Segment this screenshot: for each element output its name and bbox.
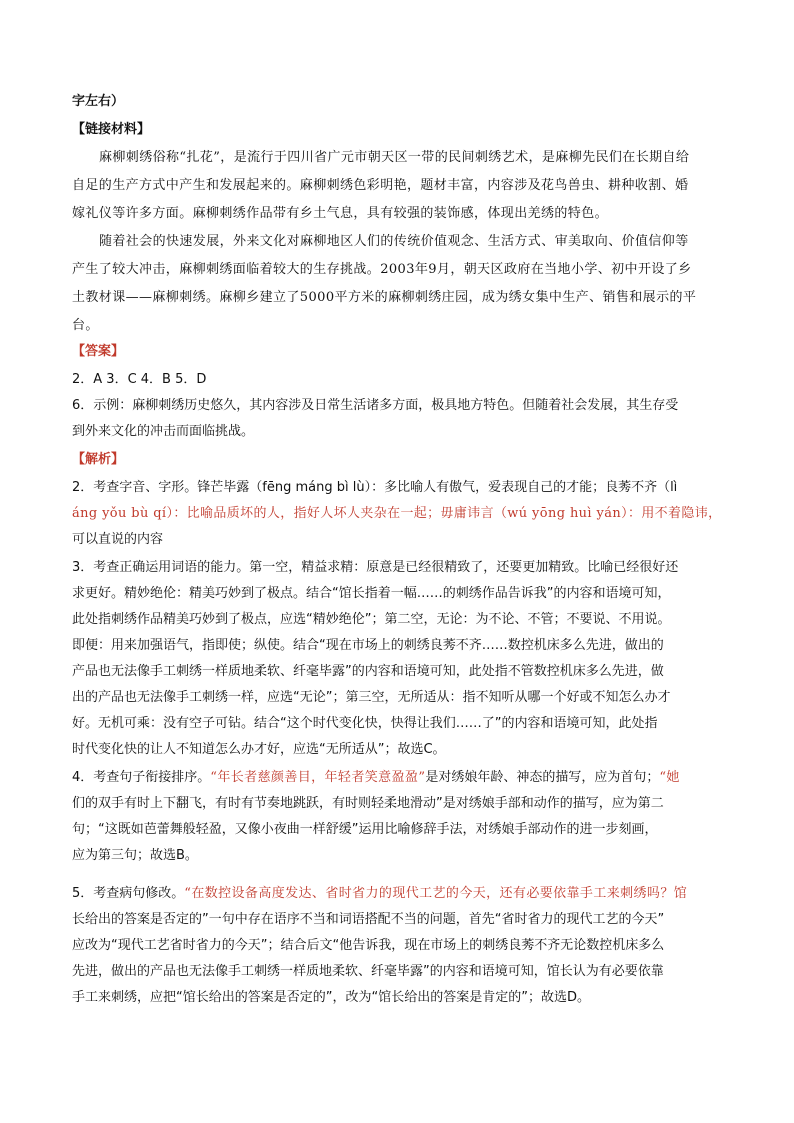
link-material-line: 产生了较大冲击，麻柳刺绣面临着较大的生存挑战。2003年9月，朝天区政府在当地小学、初中开设了乡 (72, 262, 692, 277)
link-material-line: 自足的生产方式中产生和发展起来的。麻柳刺绣色彩明艳，题材丰富，内容涉及花鸟兽虫、耕种收割、婚 (72, 178, 689, 193)
analysis-q4-line (72, 768, 680, 788)
analysis-q5-line: 长给出的答案是否定的”一句中存在语序不当和词语搭配不当的问题，首先“省时省力的现代工艺的今天” (72, 912, 665, 927)
analysis-q3-line: 产品也无法像手工刺绣一样质地柔软、纤毫毕露”的内容和语境可知，此处指不管数控机床多么先进，做 (72, 664, 664, 679)
link-material-line: 麻柳刺绣俗称“扎花”，是流行于四川省广元市朝天区一带的民间刺绣艺术，是麻柳先民们在长期自给 (99, 150, 690, 165)
link-material-line: 随着社会的快速发展，外来文化对麻柳地区人们的传统价值观念、生活方式、审美取向、价值信仰等 (99, 234, 689, 249)
analysis-q3-line: 时代变化快的让人不知道怎么办才好，应选“无所适从”；故选C。 (72, 742, 446, 757)
analysis-q4-line: 应为第三句；故选B。 (72, 848, 198, 863)
analysis-q3-line: 好。无机可乘：没有空子可钻。结合“这个时代变化快，快得让我们……了”的内容和语境可知，此处指 (72, 716, 658, 731)
analysis-heading: 【解析】 (72, 452, 125, 467)
link-material-line: 嫁礼仪等许多方面。麻柳刺绣作品带有乡土气息，具有较强的装饰感，体现出羌绣的特色。 (72, 206, 609, 221)
analysis-q2-line: 可以直说的内容 (72, 532, 164, 547)
analysis-q3-line: 即便：用来加强语气，指即使；纵使。结合“现在市场上的刺绣良莠不齐……数控机床多么先进，做出的 (72, 638, 664, 653)
q5-quote: “在数控设备高度发达、省时省力的现代工艺的今天，还有必要依靠手工来刺绣吗？馆 (184, 886, 688, 901)
answer-heading: 【答案】 (72, 344, 125, 359)
analysis-q4-line: 们的双手有时上下翻飞，有时有节奏地跳跃，有时则轻柔地滑动”是对绣娘手部和动作的描写，应为第二 (72, 796, 664, 811)
link-material-line: 土教材课——麻柳刺绣。麻柳乡建立了5000平方米的麻柳刺绣庄园，成为绣女集中生产、销售和展示的平 (72, 290, 697, 305)
analysis-q5-line: 手工来刺绣，应把“馆长给出的答案是否定的”，改为“馆长给出的答案是肯定的”；故选D。 (72, 990, 590, 1005)
continuation-text: 字左右） (72, 94, 125, 109)
q5-intro: 5．考查病句修改。 (72, 886, 185, 901)
q4-quote: “年长者慈颜善目，年轻者笑意盈盈” (210, 770, 426, 785)
analysis-q5-line (72, 884, 687, 904)
q4-quote-start: “她 (659, 770, 680, 785)
answer-q6-line: 到外来文化的冲击而面临挑战。 (72, 424, 255, 439)
q4-intro: 4．考查句子衔接排序。 (72, 770, 211, 785)
answer-q6-line: 6．示例：麻柳刺绣历史悠久，其内容涉及日常生活诸多方面，极具地方特色。但随着社会发展，其生存受 (72, 398, 679, 413)
link-material-heading: 【链接材料】 (72, 122, 151, 137)
analysis-q3-line: 出的产品也无法像手工刺绣一样，应选“无论”；第三空，无所适从：指不知听从哪一个好或不知怎么办才 (72, 690, 671, 705)
analysis-q3-line: 此处指刺绣作品精美巧妙到了极点，应选“精妙绝伦”；第二空，无论：为不论、不管；不要说、不用说。 (72, 612, 671, 627)
analysis-q2-line: 2．考查字音、字形。锋芒毕露（fēng máng bì lù）：多比喻人有傲气，爱表现自己的才能；良莠不齐（lì (72, 480, 678, 495)
q4-explain: 是对绣娘年龄、神态的描写，应为首句； (425, 770, 660, 785)
analysis-q3-line: 3．考查正确运用词语的能力。第一空，精益求精：原意是已经很精致了，还要更加精致。比喻已经很好还 (72, 560, 679, 575)
analysis-q4-line: 句；“这既如芭蕾舞般轻盈，又像小夜曲一样舒缓”运用比喻修辞手法，对绣娘手部动作的进一步刻画， (72, 822, 658, 837)
answer-choices: 2．A 3．C 4．B 5．D (72, 372, 207, 387)
link-material-line: 台。 (72, 318, 99, 333)
analysis-q3-line: 求更好。精妙绝伦：精美巧妙到了极点。结合“馆长指着一幅……的刺绣作品告诉我”的内容和语境可知， (72, 586, 671, 601)
analysis-q5-line: 应改为“现代工艺省时省力的今天”；结合后文“他告诉我，现在市场上的刺绣良莠不齐无论数控机床多么 (72, 938, 665, 953)
analysis-q2-line: áng yǒu bù qí）：比喻品质坏的人，指好人坏人夹杂在一起；毋庸讳言（wú yōng huì yán）：用不着隐讳， (72, 506, 722, 521)
analysis-q5-line: 先进，做出的产品也无法像手工刺绣一样质地柔软、纤毫毕露”的内容和语境可知，馆长认为有必要依靠 (72, 964, 664, 979)
